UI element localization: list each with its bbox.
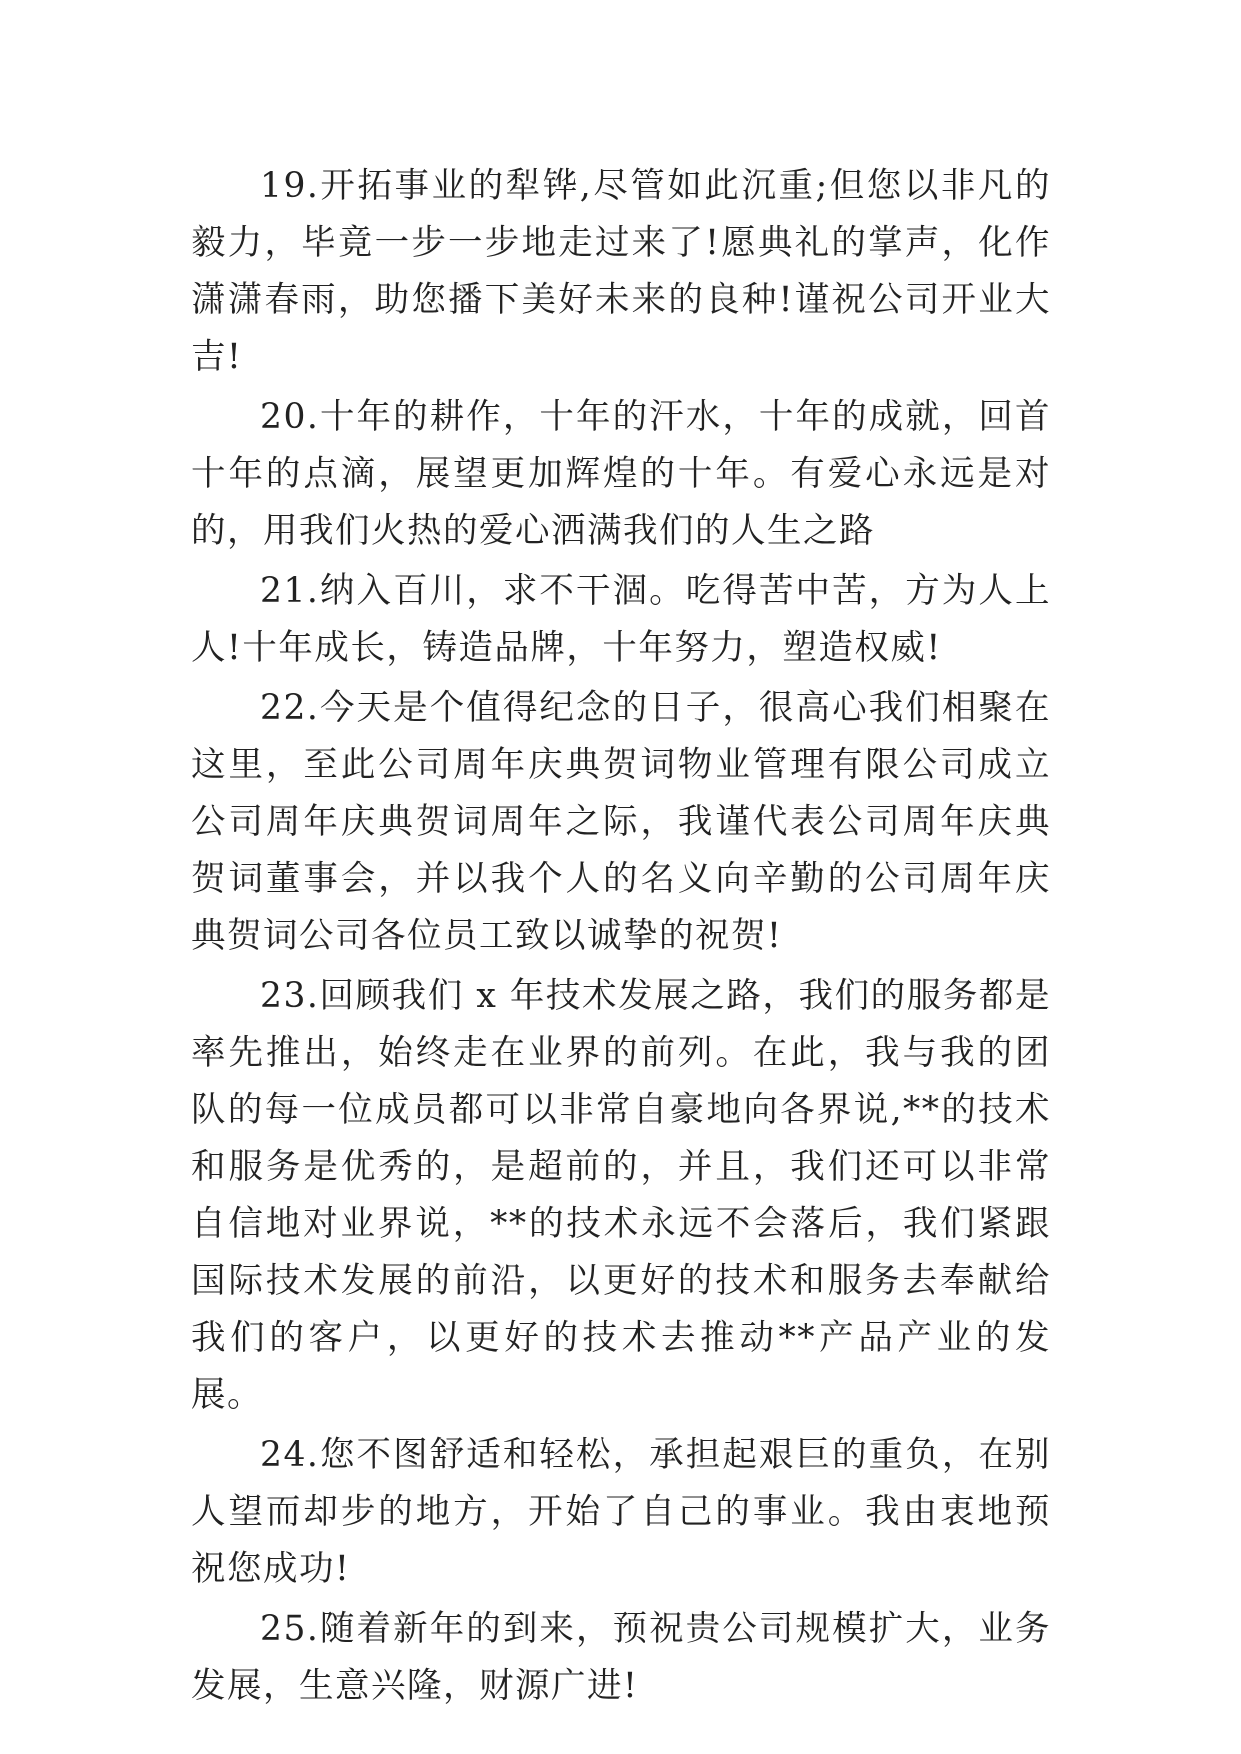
paragraph-19: 19.开拓事业的犁铧,尽管如此沉重;但您以非凡的毅力，毕竟一步一步地走过来了!愿典礼的掌声，化作潇潇春雨，助您播下美好未来的良种!谨祝公司开业大吉! bbox=[191, 166, 1051, 377]
paragraph-25: 25.随着新年的到来，预祝贵公司规模扩大，业务发展，生意兴隆，财源广进! bbox=[191, 1609, 1051, 1706]
paragraph-23: 23.回顾我们 x 年技术发展之路，我们的服务都是率先推出，始终走在业界的前列。在此，我与我的团队的每一位成员都可以非常自豪地向各界说,**的技术和服务是优秀的，是超前的，并且，我们还可以非常自信地对业界说，**的技术永远不会落后，我们紧跟国际技术发展的前沿，以更好的技术和服务去奉献给我们的客户，以更好的技术去推动**产品产业的发展。 bbox=[191, 976, 1051, 1415]
paragraph-20: 20.十年的耕作，十年的汗水，十年的成就，回首十年的点滴，展望更加辉煌的十年。有爱心永远是对的，用我们火热的爱心洒满我们的人生之路 bbox=[191, 397, 1051, 551]
paragraph-22: 22.今天是个值得纪念的日子，很高心我们相聚在这里，至此公司周年庆典贺词物业管理有限公司成立公司周年庆典贺词周年之际，我谨代表公司周年庆典贺词董事会，并以我个人的名义向辛勤的公司周年庆典贺词公司各位员工致以诚挚的祝贺! bbox=[191, 688, 1051, 956]
document-body bbox=[191, 158, 1051, 1715]
paragraph-24: 24.您不图舒适和轻松，承担起艰巨的重负，在别人望而却步的地方，开始了自己的事业。我由衷地预祝您成功! bbox=[191, 1435, 1051, 1589]
paragraph-21: 21.纳入百川，求不干涸。吃得苦中苦，方为人上人!十年成长，铸造品牌，十年努力，塑造权威! bbox=[191, 571, 1051, 668]
